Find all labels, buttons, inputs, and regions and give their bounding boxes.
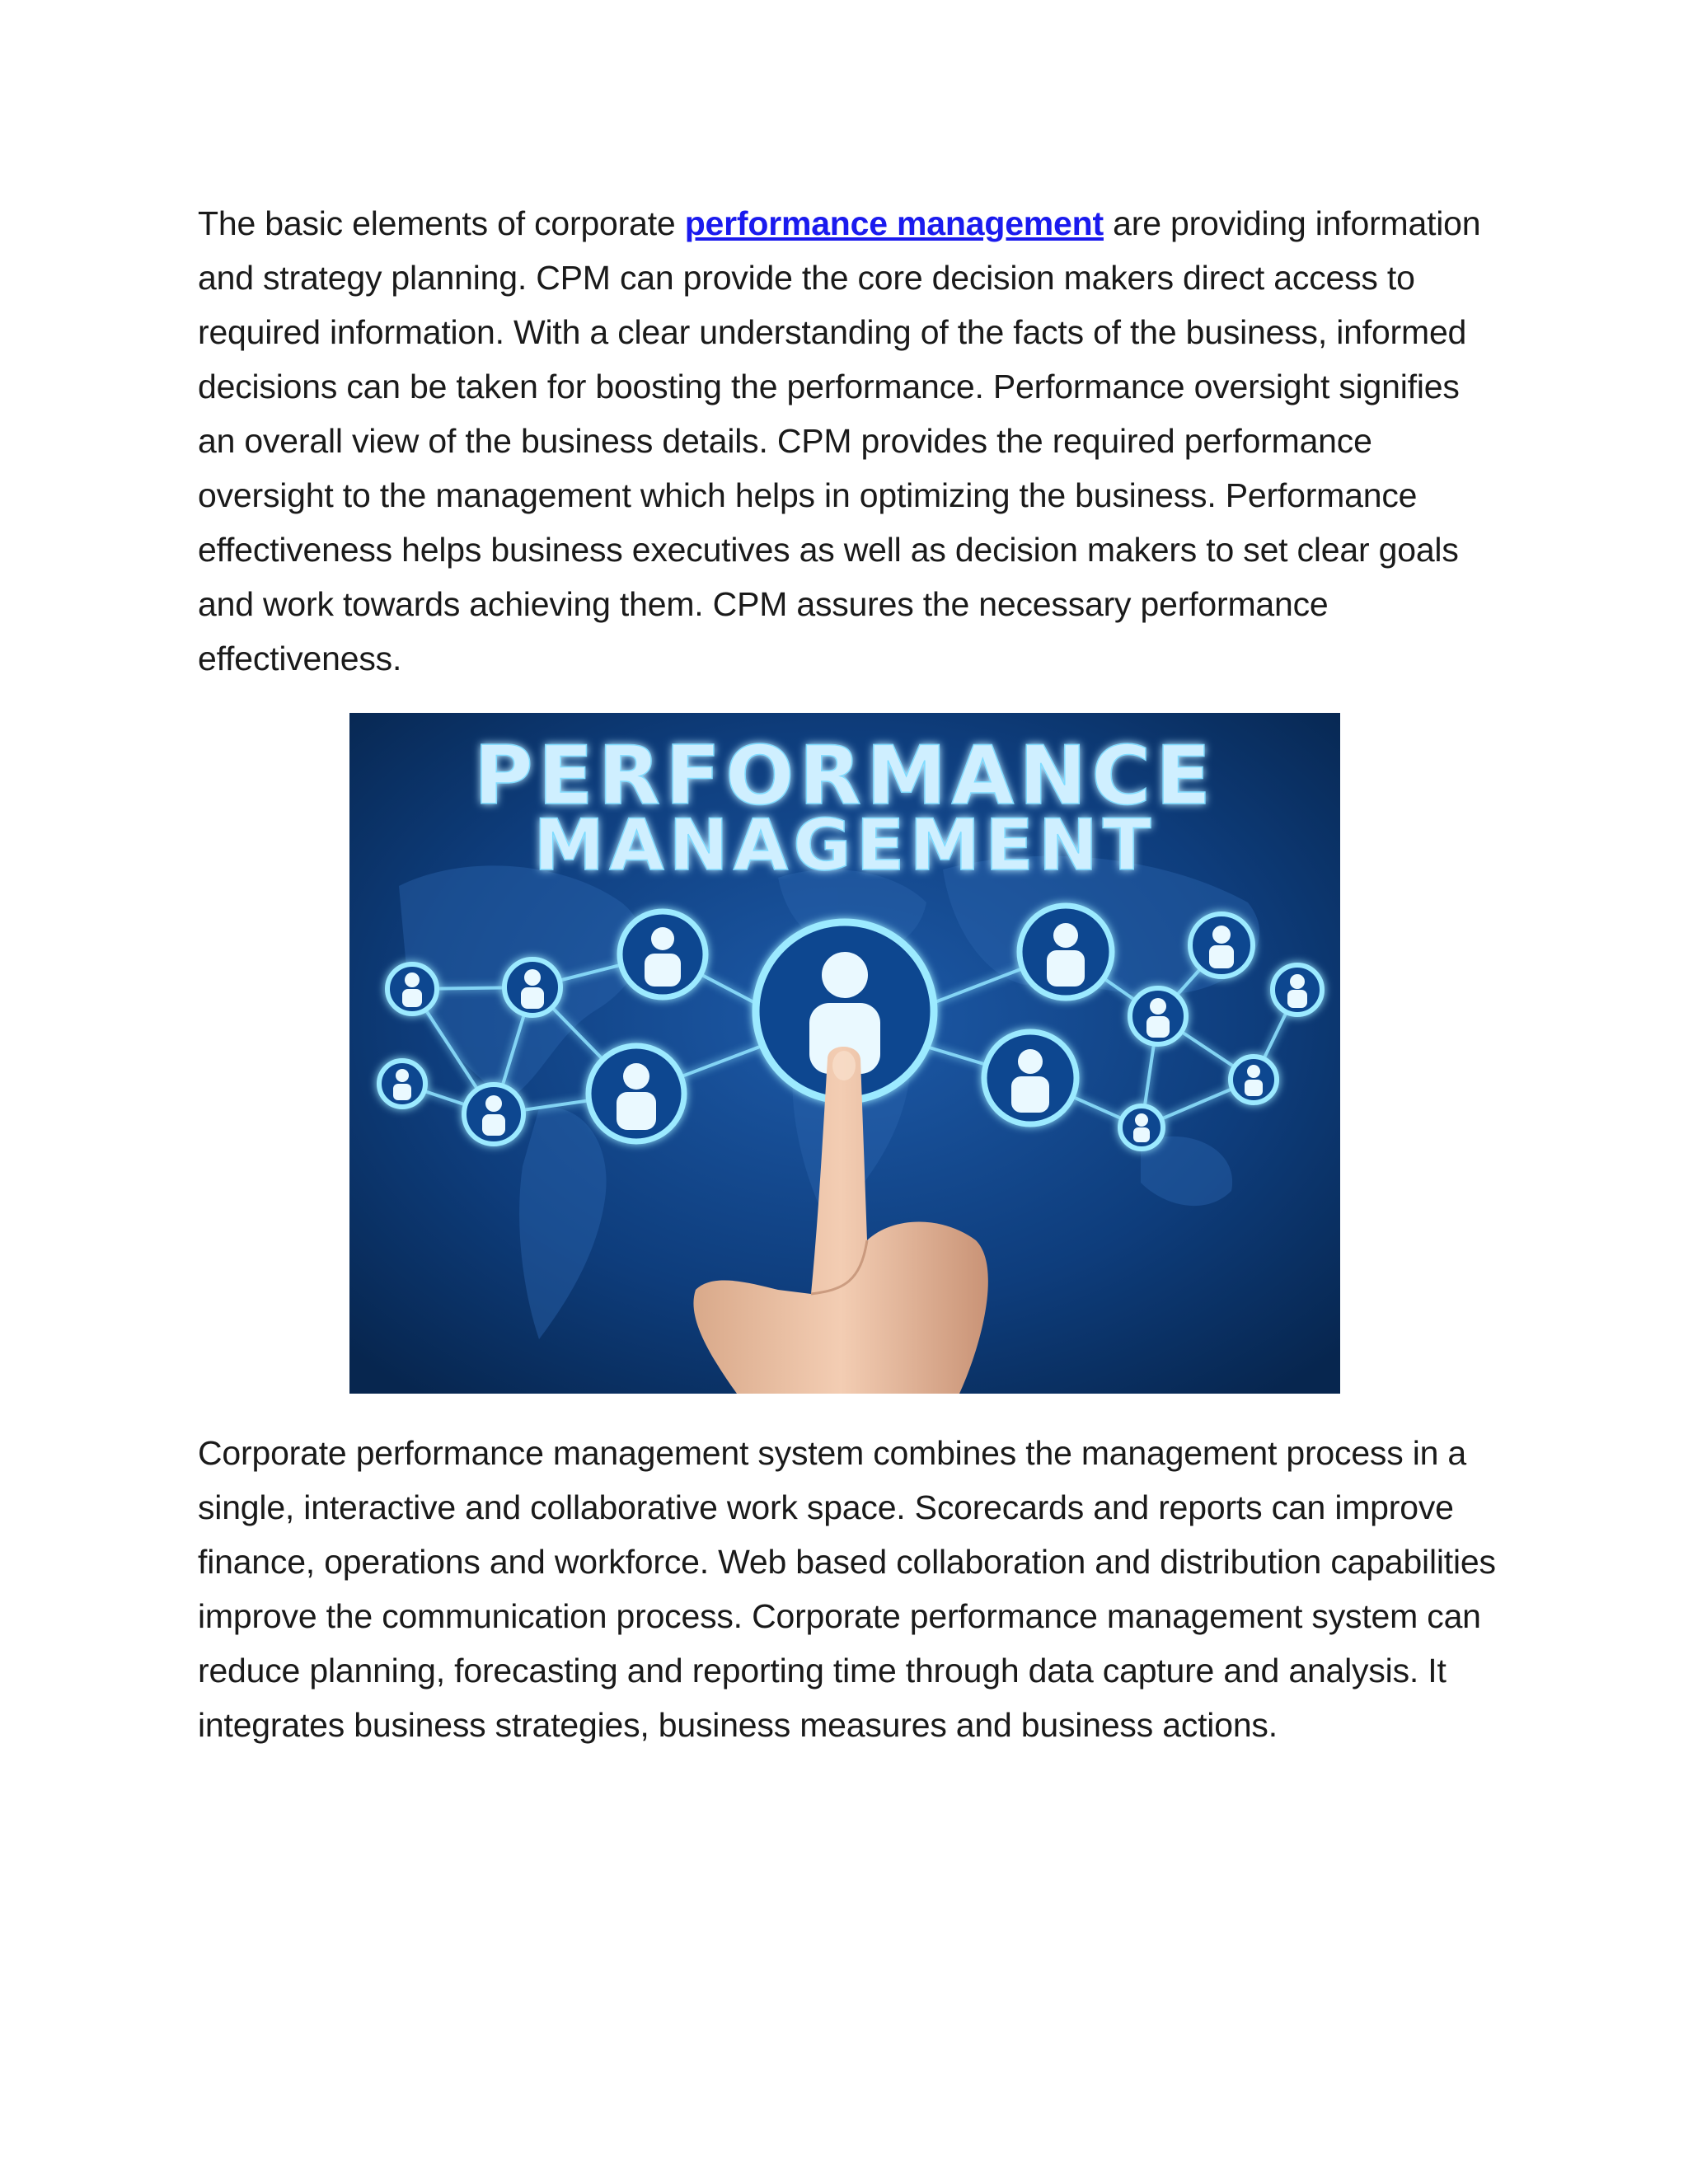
performance-management-link[interactable]: performance management [684, 204, 1104, 242]
person-icon [379, 1061, 425, 1107]
person-icon [387, 964, 437, 1014]
person-icon [464, 1085, 523, 1144]
image-title-line-1: PERFORMANCE [473, 729, 1217, 823]
person-icon [620, 912, 706, 997]
person-icon [1020, 906, 1112, 998]
performance-management-illustration [349, 713, 1340, 1394]
person-icon [588, 1046, 684, 1141]
image-title-line-2: MANAGEMENT [533, 804, 1156, 887]
person-icon [1130, 988, 1186, 1044]
person-icon [1273, 965, 1322, 1015]
person-icon [1190, 914, 1253, 977]
intro-text-end: are providing information and strategy planning. CPM can provide the core decision makers direct access to required information. With a clear understanding of the facts of the business, informed decisions can be taken for boosting the performance. Performance oversight signifies an overall view of the business details. CPM provides the required performance oversight to the management which helps in optimizing the business. Performance effectiveness helps business executives as well as decision makers to set clear goals and work towards achieving them. CPM assures the necessary performance effectiveness. [198, 204, 1481, 677]
person-icon [504, 959, 560, 1015]
person-icon [1120, 1106, 1163, 1149]
intro-paragraph [198, 196, 1500, 686]
person-icon [1231, 1057, 1277, 1103]
system-paragraph: Corporate performance management system combines the management process in a single, interactive and collaborative work space. Scorecards and reports can improve finance, operations and workforce. Web based collaboration and distribution capabilities improve the communication process. Corporate performance management system can reduce planning, forecasting and reporting time through data capture and analysis. It integrates business strategies, business measures and business actions. [198, 1434, 1496, 1744]
person-icon [984, 1032, 1076, 1124]
intro-text-start: The basic elements of corporate [198, 204, 685, 242]
performance-management-image [349, 713, 1340, 1394]
